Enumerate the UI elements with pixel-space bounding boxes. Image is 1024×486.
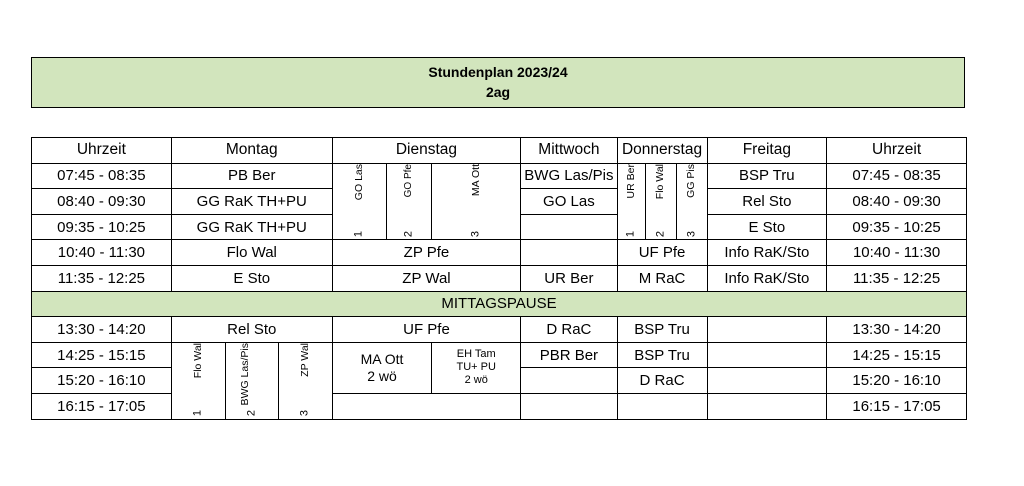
- group-label: ZP Wal: [298, 342, 311, 377]
- column-header: Mittwoch: [521, 138, 617, 164]
- empty-cell: [707, 393, 827, 419]
- lesson-cell: ZP Pfe: [332, 240, 520, 266]
- time-cell: 11:35 - 12:25: [827, 265, 967, 291]
- time-cell: 16:15 - 17:05: [827, 393, 967, 419]
- group-cell: [646, 163, 677, 240]
- lesson-cell: BSP Tru: [617, 317, 707, 343]
- table-row: [32, 317, 967, 343]
- time-cell: 14:25 - 15:15: [827, 342, 967, 368]
- lesson-cell: D RaC: [521, 317, 617, 343]
- column-header: Freitag: [707, 138, 827, 164]
- group-number: 3: [685, 231, 698, 238]
- lesson-label: EH Tam: [456, 348, 496, 361]
- lesson-cell: ZP Wal: [332, 265, 520, 291]
- time-cell: 11:35 - 12:25: [32, 265, 172, 291]
- empty-cell: [332, 393, 520, 419]
- group-number: 1: [191, 410, 204, 417]
- group-label: Flo Wal: [654, 163, 667, 199]
- timetable: [31, 137, 967, 420]
- table-row: [32, 265, 967, 291]
- header-row: [32, 138, 967, 164]
- group-number: 3: [469, 231, 482, 238]
- group-label: GO Pfe: [403, 163, 415, 197]
- lesson-cell: UF Pfe: [617, 240, 707, 266]
- time-cell: 09:35 - 10:25: [32, 214, 172, 240]
- table-row: [32, 342, 967, 368]
- lesson-cell: Rel Sto: [171, 317, 332, 343]
- time-cell: 07:45 - 08:35: [827, 163, 967, 189]
- time-cell: 10:40 - 11:30: [827, 240, 967, 266]
- timetable-title-box: [31, 57, 965, 108]
- group-label: BWG Las/Pis: [238, 342, 251, 406]
- empty-cell: [521, 214, 617, 240]
- lesson-label: MA Ott: [360, 350, 404, 367]
- group-label: UR Ber: [624, 163, 637, 199]
- group-cell: [332, 163, 386, 240]
- lunch-break-label: MITTAGSPAUSE: [32, 291, 967, 317]
- group-number: 1: [352, 231, 365, 238]
- empty-cell: [521, 240, 617, 266]
- lesson-cell: UR Ber: [521, 265, 617, 291]
- lesson-cell: [432, 342, 521, 393]
- group-cell: [386, 163, 432, 240]
- lesson-cell: Rel Sto: [707, 189, 827, 215]
- empty-cell: [521, 393, 617, 419]
- table-row: [32, 240, 967, 266]
- lesson-cell: Flo Wal: [171, 240, 332, 266]
- timetable-title: Stundenplan 2023/24: [428, 64, 568, 80]
- group-number: 1: [624, 231, 637, 238]
- lesson-cell: GG RaK TH+PU: [171, 214, 332, 240]
- lesson-cell: [332, 342, 432, 393]
- empty-cell: [617, 393, 707, 419]
- group-number: 2: [402, 231, 415, 238]
- empty-cell: [707, 317, 827, 343]
- time-cell: 08:40 - 09:30: [32, 189, 172, 215]
- lunch-break-row: [32, 291, 967, 317]
- lesson-note: 2 wö: [367, 367, 397, 384]
- time-cell: 07:45 - 08:35: [32, 163, 172, 189]
- time-cell: 13:30 - 14:20: [827, 317, 967, 343]
- group-cell: [617, 163, 646, 240]
- group-number: 2: [245, 410, 258, 417]
- lesson-cell: D RaC: [617, 368, 707, 394]
- group-label: GG Pis: [685, 163, 698, 198]
- time-cell: 15:20 - 16:10: [827, 368, 967, 394]
- lesson-cell: PBR Ber: [521, 342, 617, 368]
- lesson-cell: BWG Las/Pis: [521, 163, 617, 189]
- time-cell: 13:30 - 14:20: [32, 317, 172, 343]
- column-header: Uhrzeit: [32, 138, 172, 164]
- group-label: Flo Wal: [191, 342, 204, 378]
- group-number: 2: [654, 231, 667, 238]
- lesson-cell: BSP Tru: [617, 342, 707, 368]
- empty-cell: [707, 342, 827, 368]
- time-cell: 15:20 - 16:10: [32, 368, 172, 394]
- lesson-note: 2 wö: [464, 374, 488, 387]
- lesson-cell: UF Pfe: [332, 317, 520, 343]
- lesson-cell: Info RaK/Sto: [707, 240, 827, 266]
- column-header: Donnerstag: [617, 138, 707, 164]
- column-header: Dienstag: [332, 138, 520, 164]
- column-header: Uhrzeit: [827, 138, 967, 164]
- lesson-cell: E Sto: [171, 265, 332, 291]
- group-label: GO Las: [352, 163, 365, 200]
- time-cell: 09:35 - 10:25: [827, 214, 967, 240]
- group-cell: [171, 342, 225, 419]
- lesson-cell: PB Ber: [171, 163, 332, 189]
- time-cell: 14:25 - 15:15: [32, 342, 172, 368]
- class-name: 2ag: [485, 84, 511, 100]
- empty-cell: [521, 368, 617, 394]
- group-cell: [225, 342, 278, 419]
- time-cell: 08:40 - 09:30: [827, 189, 967, 215]
- lesson-cell: GO Las: [521, 189, 617, 215]
- time-cell: 16:15 - 17:05: [32, 393, 172, 419]
- lesson-label: TU+ PU: [456, 361, 496, 374]
- lesson-cell: Info RaK/Sto: [707, 265, 827, 291]
- lesson-cell: M RaC: [617, 265, 707, 291]
- group-number: 3: [298, 410, 311, 417]
- group-cell: [432, 163, 521, 240]
- lesson-cell: BSP Tru: [707, 163, 827, 189]
- column-header: Montag: [171, 138, 332, 164]
- time-cell: 10:40 - 11:30: [32, 240, 172, 266]
- table-row: [32, 163, 967, 189]
- group-label: MA Ott: [469, 163, 482, 196]
- group-cell: [278, 342, 332, 419]
- empty-cell: [707, 368, 827, 394]
- lesson-cell: E Sto: [707, 214, 827, 240]
- group-cell: [676, 163, 707, 240]
- lesson-cell: GG RaK TH+PU: [171, 189, 332, 215]
